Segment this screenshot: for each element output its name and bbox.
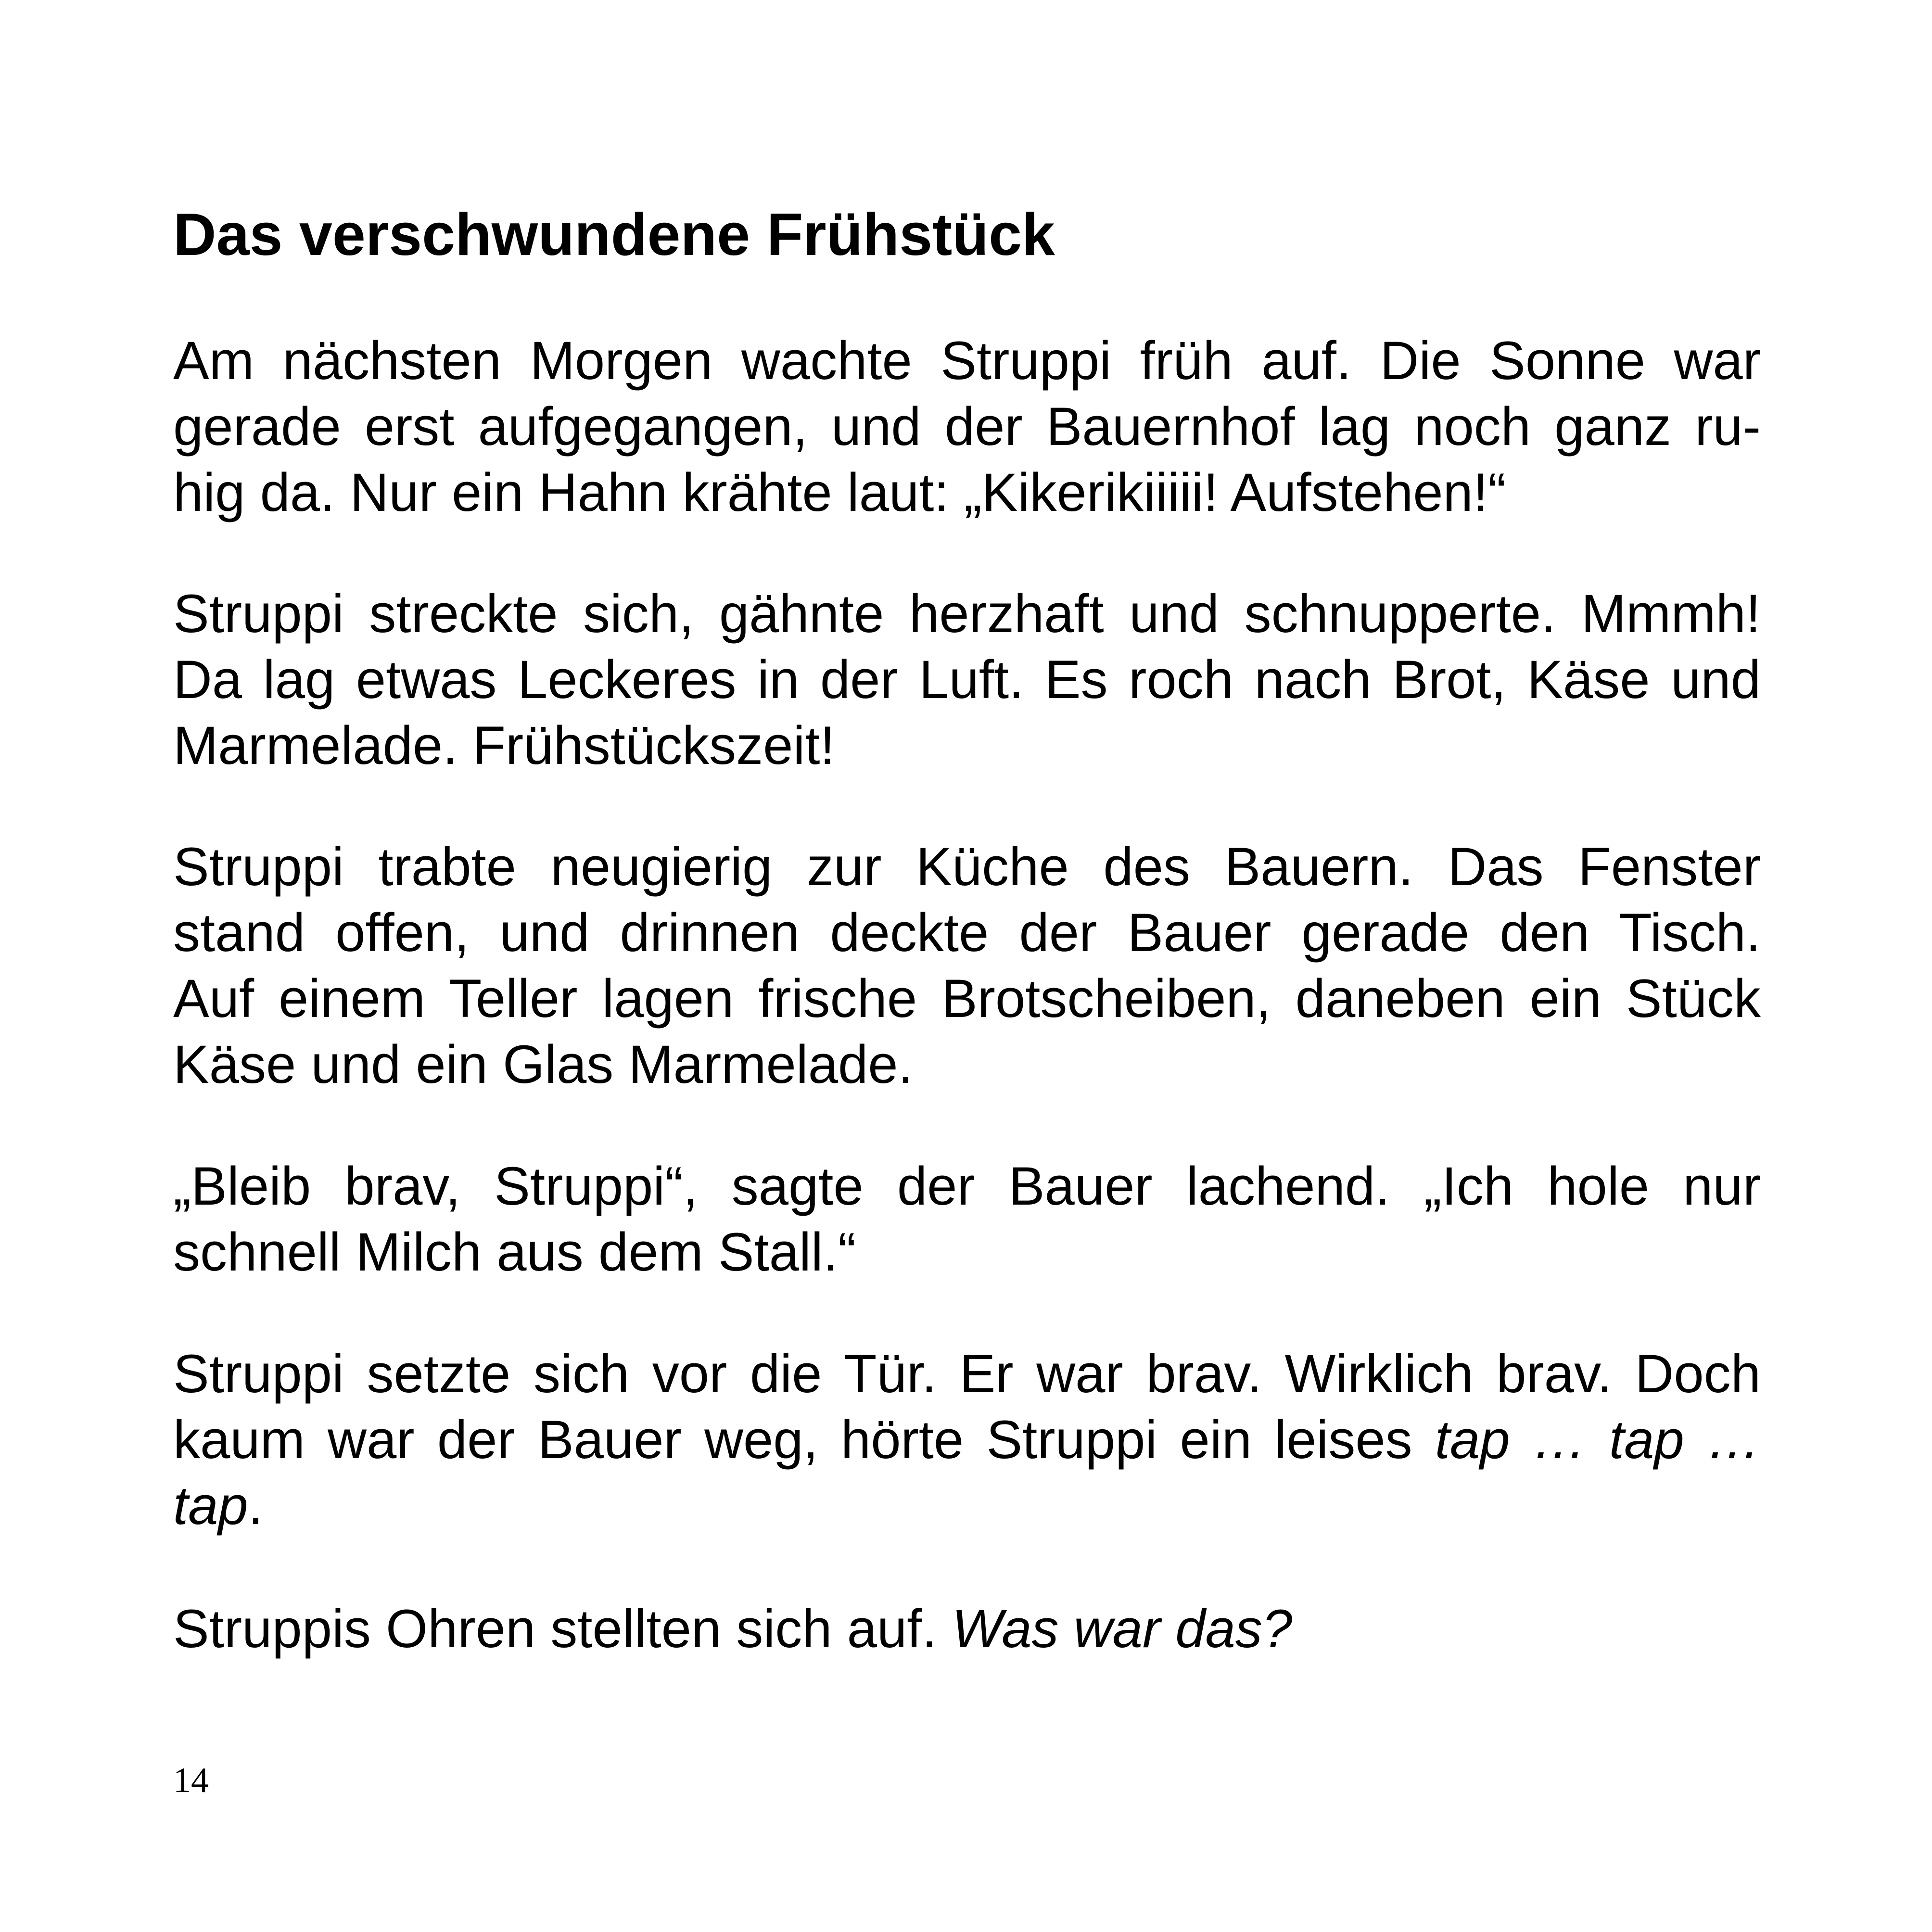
paragraph-line: Käse und ein Glas Marmelade. [173,1034,913,1094]
paragraph-text: Struppis Ohren stellten sich auf. [173,1599,952,1659]
page-number: 14 [173,1761,209,1800]
paragraph-line: gerade erst aufgegangen, und der Bauernhof lag noch ganz ru- [173,396,1761,457]
italic-question: Was war das? [952,1599,1293,1659]
paragraph-3 [173,834,1761,1097]
italic-sound: tap [173,1475,248,1536]
paragraph-line: Am nächsten Morgen wachte Struppi früh auf. Die Sonne war [173,330,1761,391]
paragraph-line: Da lag etwas Leckeres in der Luft. Es roch nach Brot, Käse und [173,649,1761,710]
paragraph-line: schnell Milch aus dem Stall.“ [173,1222,856,1282]
paragraph-text: kaum war der Bauer weg, hörte Struppi ein leises [173,1410,1435,1470]
chapter-title: Das verschwundene Frühstück [173,202,1055,268]
paragraph-2 [173,581,1761,778]
paragraph-line: Struppi trabte neugierig zur Küche des Bauern. Das Fenster [173,837,1761,897]
paragraph-line: Auf einem Teller lagen frische Brotscheiben, daneben ein Stück [173,968,1761,1029]
paragraph-line: Struppi streckte sich, gähnte herzhaft und schnupperte. Mmmh! [173,584,1761,644]
paragraph-line: stand offen, und drinnen deckte der Bauer gerade den Tisch. [173,902,1761,963]
paragraph-line [173,1407,1761,1473]
paragraph-line: „Bleib brav, Struppi“, sagte der Bauer lachend. „Ich hole nur [173,1156,1761,1216]
paragraph-line: Struppi setzte sich vor die Tür. Er war brav. Wirklich brav. Doch [173,1344,1761,1404]
paragraph-line [173,1473,1761,1538]
paragraph-4 [173,1153,1761,1285]
italic-sound: tap … tap … [1435,1410,1761,1470]
paragraph-line: Marmelade. Frühstückszeit! [173,715,835,775]
paragraph-6 [173,1596,1761,1662]
paragraph-5 [173,1341,1761,1538]
paragraph-text: . [248,1475,263,1536]
paragraph-1 [173,328,1761,525]
paragraph-line [173,1596,1761,1662]
paragraph-line: hig da. Nur ein Hahn krähte laut: „Kikerikiiiii! Aufstehen!“ [173,462,1506,522]
